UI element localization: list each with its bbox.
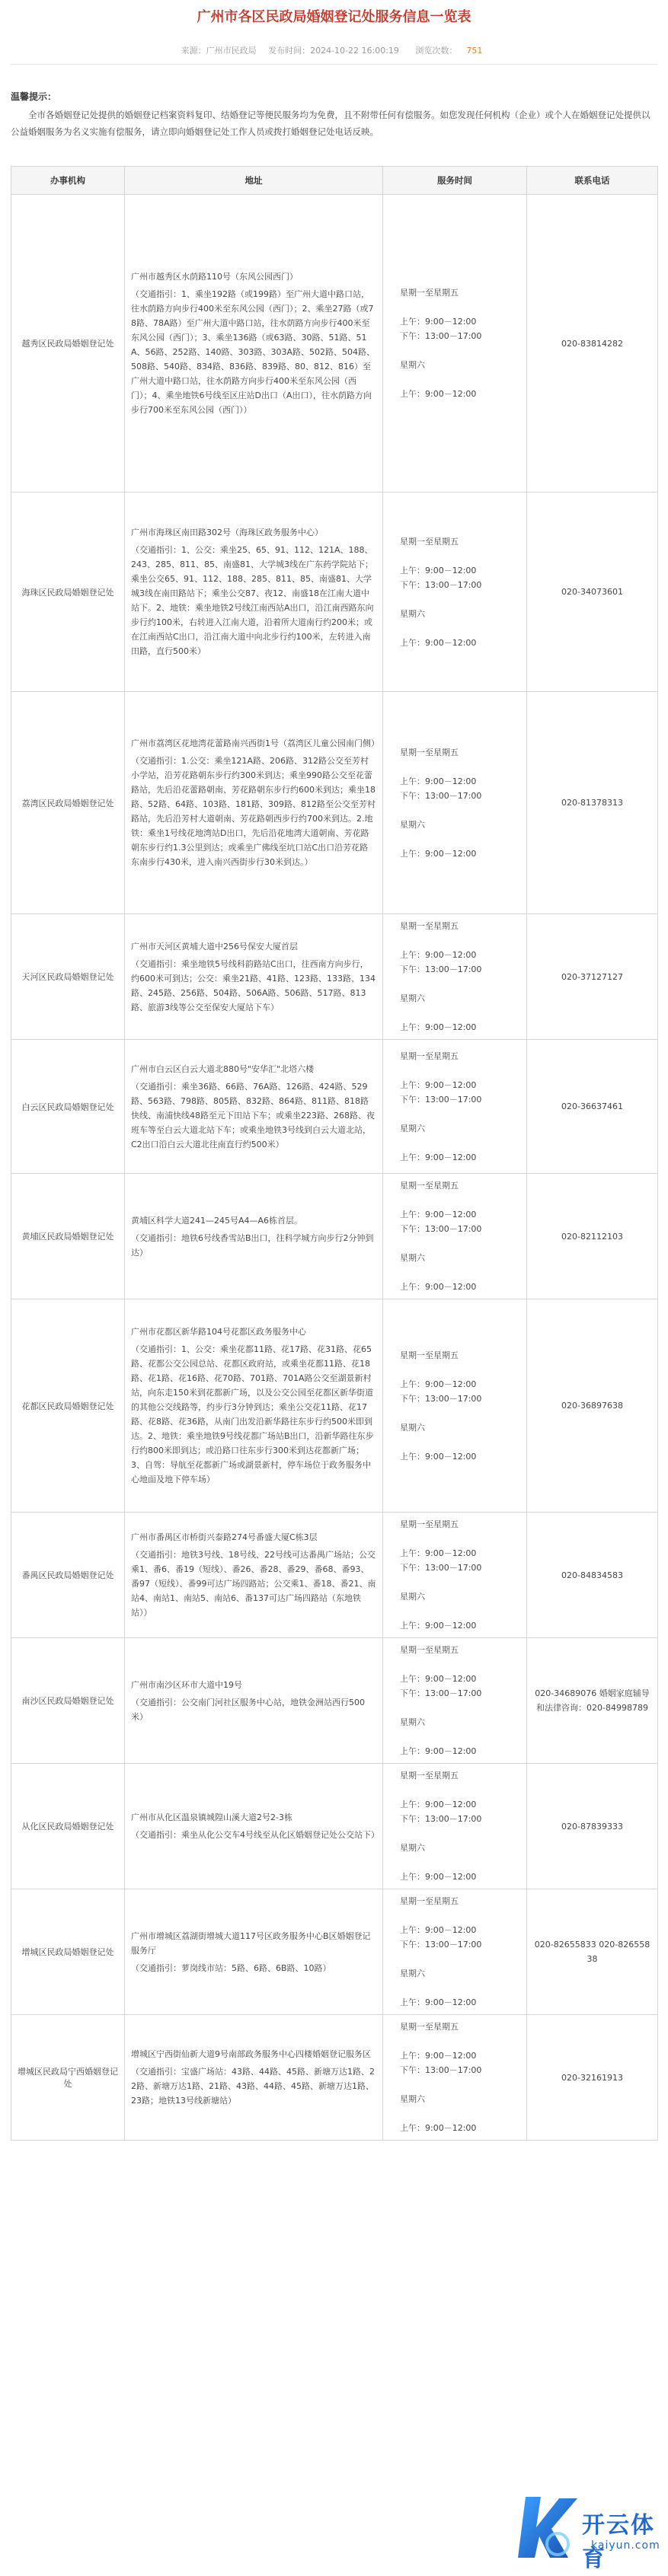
office-address — [125, 1764, 383, 1889]
hours-line: 星期六 — [400, 1592, 425, 1602]
phone-number: 020-84834583 — [527, 1513, 658, 1638]
table-row — [11, 692, 658, 914]
spacer — [400, 803, 520, 818]
site-watermark — [512, 2489, 664, 2572]
table-row — [11, 914, 658, 1040]
hours-line: 星期六 — [400, 1253, 425, 1263]
header-phone: 联系电话 — [527, 167, 658, 195]
office-address — [125, 914, 383, 1040]
address-line: 广州市海珠区南田路302号（海珠区政务服务中心） — [131, 528, 323, 537]
office-address — [125, 1889, 383, 2015]
hours-line: 上午：9:00－12:00 — [400, 1621, 477, 1631]
header-hours: 服务时间 — [383, 167, 527, 195]
transit-guide: （交通指引：1、公交：乘坐25、65、91、112、121A、188、243、285、811、85、南盛81、大学城3线在广东药学院站下；乘坐公交65、91、112、188、285、811、85、南盛81、大学城3线在南田路站下；乘坐公交87、夜12、南盛18在江南大道中站下。2、地铁：乘坐地铁2号线江南西站A出口，沿江南西路东向步行约100米，右转进入江南大道，沿着所大道南行约200米；或在江南西站C出口，沿江南大道中向北步行约100米，左转进入南田路，直行500米） — [131, 545, 374, 656]
table-row — [11, 2015, 658, 2141]
spacer — [400, 2106, 520, 2121]
hours-line: 下午：13:00－17:00 — [400, 1940, 482, 1950]
office-name: 荔湾区民政局婚姻登记处 — [11, 692, 125, 914]
spacer — [400, 621, 520, 636]
spacer — [400, 1952, 520, 1966]
transit-guide: （交通指引：地铁6号线香雪站B出口，往科学城方向步行2分钟到达） — [131, 1232, 374, 1258]
address-line: 广州市增城区荔湖街增城大道117号区政务服务中心B区婚姻登记服务厅 — [131, 1930, 371, 1956]
hours-line: 上午：9:00－12:00 — [400, 1282, 477, 1292]
service-hours — [383, 493, 527, 692]
brand-url: kaiyun.com — [591, 2539, 660, 2552]
spacer — [400, 1107, 520, 1121]
office-address — [125, 1513, 383, 1638]
hours-line: 星期一至星期五 — [400, 1645, 459, 1655]
hours-line: 下午：13:00－17:00 — [400, 1563, 482, 1573]
article-meta — [0, 44, 668, 56]
service-hours — [383, 2015, 527, 2141]
spacer — [400, 1575, 520, 1589]
spacer — [400, 1435, 520, 1449]
phone-number: 020-34689076 婚姻家庭辅导和法律咨询：020-84998789 — [527, 1638, 658, 1764]
phone-number: 020-82655833 020-82655838 — [527, 1889, 658, 2015]
address-line: 广州市从化区温泉镇城隍山溪大道2号2-3栋 — [131, 1812, 292, 1822]
page-title: 广州市各区民政局婚姻登记处服务信息一览表 — [197, 9, 471, 25]
hours-line: 上午：9:00－12:00 — [400, 1152, 477, 1162]
transit-guide: （交通指引：乘坐从化公交车4号线至从化区婚姻登记处公交站下） — [131, 1830, 379, 1840]
office-address — [125, 1299, 383, 1513]
office-name: 海珠区民政局婚姻登记处 — [11, 493, 125, 692]
spacer — [400, 933, 520, 948]
spacer — [400, 1730, 520, 1744]
hours-line: 星期六 — [400, 608, 425, 619]
service-hours — [383, 914, 527, 1040]
views-count: 751 — [466, 46, 483, 56]
hours-line: 星期一至星期五 — [400, 1050, 459, 1061]
hours-line: 星期一至星期五 — [400, 1519, 459, 1529]
hours-line: 上午：9:00－12:00 — [400, 1925, 477, 1935]
phone-number: 020-82112103 — [527, 1174, 658, 1299]
phone-number: 020-32161913 — [527, 2015, 658, 2141]
notice-body: 全市各婚姻登记处提供的婚姻登记档案资料复印、结婚登记等便民服务均为免费，且不附带任何有偿服务。如您发现任何机构（企业）或个人在婚姻登记处提供以公益婚姻服务为名义实施有偿服务，请立即向婚姻登记处工作人员或拨打婚姻登记处电话反映。 — [11, 110, 650, 137]
service-hours — [383, 195, 527, 493]
hours-line: 星期六 — [400, 1969, 425, 1978]
hours-line: 星期一至星期五 — [400, 1896, 459, 1906]
spacer — [400, 1136, 520, 1150]
hours-line: 星期六 — [400, 819, 425, 830]
service-hours — [383, 692, 527, 914]
hours-line: 下午：13:00－17:00 — [400, 2065, 482, 2075]
source-label: 来源：广州市民政局 — [181, 46, 257, 56]
transit-guide: （交通指引：1、公交：乘坐花都11路、花17路、花31路、花65路、花都公交公园总站、花都区政府站，或乘坐花都11路、花18路、花1路、花16路、花70路、701路、701A路公交至湖景新村站，向东走150米到花都新广场，以及公交公园至花都区新华街道的其他公交线路等，约步行3分钟到达；乘坐公交花11路、花17路、花8路、花36路，从南门出发沿新华路往东步行约500米即到达。2、地铁：乘坐地铁9号线花都广场站B出口，沿新华路往东步行约800米即到达；或沿路口往东步行300米到达花都新广场；3、自驾：导航至花都新广场或湖景新村，停车场位于政务服务中心地面及地下停车场） — [131, 1344, 374, 1484]
views-prefix: 浏览次数： — [415, 46, 458, 56]
office-name: 增城区民政局婚姻登记处 — [11, 1889, 125, 2015]
spacer — [400, 832, 520, 846]
views-info — [411, 46, 487, 56]
phone-number: 020-87839333 — [527, 1764, 658, 1889]
phone-number: 020-36897638 — [527, 1299, 658, 1513]
divider — [11, 64, 657, 65]
spacer — [400, 372, 520, 387]
transit-guide: （交通指引：宝盛广场站：43路、44路、45路、新塘万达1路、22路、新塘万达1路、21路、43路、44路、45路、新塘万达1路、23路；地铁13号线新塘站） — [131, 2067, 375, 2106]
phone-number: 020-37127127 — [527, 914, 658, 1040]
brand-logo-icon — [512, 2489, 582, 2565]
hours-line: 星期一至星期五 — [400, 536, 459, 547]
address-line: 广州市番禺区市桥街兴泰路274号番盛大厦C栋3层 — [131, 1532, 318, 1542]
hours-line: 星期一至星期五 — [400, 747, 459, 757]
address-line: 黄埔区科学大道241—245号A4—A6栋首层。 — [131, 1215, 303, 1226]
office-name: 白云区民政局婚姻登记处 — [11, 1040, 125, 1174]
hours-line: 上午：9:00－12:00 — [400, 1548, 477, 1558]
hours-line: 上午：9:00－12:00 — [400, 565, 477, 575]
address-line: 广州市越秀区水荫路110号（东风公园西门） — [131, 272, 298, 282]
hours-line: 下午：13:00－17:00 — [400, 1393, 482, 1404]
service-hours — [383, 1638, 527, 1764]
office-name: 南沙区民政局婚姻登记处 — [11, 1638, 125, 1764]
spacer — [400, 1236, 520, 1251]
transit-guide: （交通指引：1.公交：乘坐121A路、206路、312路公交至芳村小学站，沿芳花路朝东步行约300米到达；乘坐990路公交至花蕾路站，先后沿花蕾路朝南、芳花路朝东步行约600米到达；乘坐18路、52路、64路、103路、181路、309路、812路至公交至芳村路站，先后沿芳村大道朝南、芳花路朝西步行约700米到达。2.地铁：乘坐1号线花地湾站D出口，先后沿花地湾大道朝南、芳花路朝东步行约1.3公里到达；或乘坐广佛线至坑口站C出口沿芳花路东南步行430米，进入南兴西街步行30米到达。） — [131, 756, 376, 867]
hours-line: 上午：9:00－12:00 — [400, 848, 477, 859]
spacer — [400, 1265, 520, 1280]
address-line: 广州市南沙区环市大道中19号 — [131, 1679, 242, 1690]
hours-line: 上午：9:00－12:00 — [400, 1800, 477, 1809]
spacer — [400, 2034, 520, 2048]
table-row — [11, 1174, 658, 1299]
address-line: 广州市花都区新华路104号花都区政务服务中心 — [131, 1327, 306, 1337]
service-hours — [383, 1764, 527, 1889]
spacer — [400, 1855, 520, 1870]
hours-line: 上午：9:00－12:00 — [400, 1746, 477, 1756]
spacer — [400, 1604, 520, 1618]
office-name: 增城区民政局宁西婚姻登记处 — [11, 2015, 125, 2141]
transit-guide: （交通指引：公交南门河社区服务中心站，地铁金洲站西行500米） — [131, 1697, 365, 1722]
hours-line: 下午：13:00－17:00 — [400, 1094, 482, 1105]
table-row — [11, 1299, 658, 1513]
hours-line: 上午：9:00－12:00 — [400, 1674, 477, 1684]
spacer — [400, 1363, 520, 1377]
table-row — [11, 1638, 658, 1764]
registry-table — [11, 166, 658, 2141]
published-label: 发布时间：2024-10-22 16:00:19 — [268, 46, 399, 56]
spacer — [400, 1657, 520, 1672]
table-header-row — [11, 167, 658, 195]
hours-line: 星期六 — [400, 1717, 425, 1727]
hours-line: 下午：13:00－17:00 — [400, 331, 482, 341]
office-name: 花都区民政局婚姻登记处 — [11, 1299, 125, 1513]
address-line: 广州市白云区白云大道北880号"安华汇"北塔六楼 — [131, 1063, 315, 1074]
hours-line: 下午：13:00－17:00 — [400, 1688, 482, 1698]
transit-guide: （交通指引：1、乘坐192路（或199路）至广州大道中路口站，往水荫路方向步行400米至东风公园（西门）；2、乘坐27路（或78路、78A路）至广州大道中路口站，往水荫路方向步行400米至东风公园（西门）；3、乘坐136路（或63路、30路、51路、51A、56路、252路、140路、303路、303A路、502路、504路、508路、540路、834路、836路、839路、80、812、816）至广州大道中路口站，往水荫路方向步行400米至东风公园（西门）；4、乘坐地铁6号线至区庄站D出口（A出口），往水荫路方向步行700米至东风公园（西门）） — [131, 289, 376, 415]
hours-line: 下午：13:00－17:00 — [400, 579, 482, 590]
hours-line: 上午：9:00－12:00 — [400, 1210, 477, 1219]
hours-line: 下午：13:00－17:00 — [400, 1814, 482, 1824]
hours-line: 上午：9:00－12:00 — [400, 950, 477, 960]
transit-guide: （交通指引：萝岗线市站：5路、6路、6B路、10路） — [131, 1962, 331, 1973]
service-hours — [383, 1174, 527, 1299]
transit-guide: （交通指引：乘坐地铁5号线科韵路站C出口，往西南方向步行，约600米可到达；公交：乘坐21路、41路、123路、133路、134路、245路、256路、504路、506A路、506路、517路、813路、旅游3线等公交至保安大厦站下车） — [131, 958, 376, 1012]
table-row — [11, 1889, 658, 2015]
spacer — [400, 592, 520, 607]
hours-line: 上午：9:00－12:00 — [400, 1451, 477, 1462]
hours-line: 星期一至星期五 — [400, 921, 459, 931]
office-address — [125, 1174, 383, 1299]
spacer — [400, 1193, 520, 1207]
spacer — [400, 1006, 520, 1020]
header-office: 办事机构 — [11, 167, 125, 195]
hours-line: 星期一至星期五 — [400, 2022, 459, 2032]
hours-line: 上午：9:00－12:00 — [400, 776, 477, 786]
office-address — [125, 1040, 383, 1174]
table-row — [11, 1513, 658, 1638]
hours-line: 上午：9:00－12:00 — [400, 389, 477, 399]
brand-name: 开云体育 — [582, 2512, 655, 2572]
hours-line: 上午：9:00－12:00 — [400, 1872, 477, 1882]
table-row — [11, 1040, 658, 1174]
spacer — [400, 1908, 520, 1923]
hours-line: 上午：9:00－12:00 — [400, 2123, 477, 2133]
spacer — [400, 1701, 520, 1715]
hours-line: 星期六 — [400, 1843, 425, 1853]
office-name: 天河区民政局婚姻登记处 — [11, 914, 125, 1040]
service-hours — [383, 1040, 527, 1174]
spacer — [400, 1783, 520, 1797]
hours-line: 星期六 — [400, 1123, 425, 1133]
notice-heading: 温馨提示： — [11, 91, 57, 102]
spacer — [400, 343, 520, 358]
hours-line: 星期一至星期五 — [400, 1350, 459, 1360]
service-hours — [383, 1889, 527, 2015]
office-address — [125, 195, 383, 493]
transit-guide: （交通指引：乘坐36路、66路、76A路、126路、424路、529路、563路、798路、805路、832路、864路、811路、818路快线、南浦快线48路至元下田站下车；或乘坐223路、268路、夜班车等至白云大道北站下车；或乘坐地铁3号线到白云大道北站，C2出口沿白云大道北往南直行约500米） — [131, 1081, 375, 1149]
address-line: 增城区宁西街仙新大道9号南部政务服务中心四楼婚姻登记服务区 — [131, 2049, 371, 2059]
spacer — [400, 300, 520, 314]
spacer — [400, 1826, 520, 1841]
spacer — [400, 977, 520, 991]
hours-line: 下午：13:00－17:00 — [400, 790, 482, 801]
table-row — [11, 493, 658, 692]
office-address — [125, 692, 383, 914]
spacer — [400, 1406, 520, 1420]
hours-line: 上午：9:00－12:00 — [400, 1997, 477, 2007]
office-name: 越秀区民政局婚姻登记处 — [11, 195, 125, 493]
spacer — [400, 1981, 520, 1995]
hours-line: 星期一至星期五 — [400, 288, 459, 298]
hours-line: 星期六 — [400, 360, 425, 370]
office-name: 黄埔区民政局婚姻登记处 — [11, 1174, 125, 1299]
table-row — [11, 195, 658, 493]
phone-number: 020-83814282 — [527, 195, 658, 493]
phone-number: 020-36637461 — [527, 1040, 658, 1174]
spacer — [400, 1532, 520, 1546]
service-hours — [383, 1513, 527, 1638]
hours-line: 上午：9:00－12:00 — [400, 317, 477, 327]
hours-line: 上午：9:00－12:00 — [400, 637, 477, 648]
hours-line: 上午：9:00－12:00 — [400, 1022, 477, 1032]
spacer — [400, 549, 520, 563]
office-address — [125, 1638, 383, 1764]
hours-line: 星期六 — [400, 1422, 425, 1433]
office-name: 从化区民政局婚姻登记处 — [11, 1764, 125, 1889]
spacer — [400, 1063, 520, 1078]
hours-line: 上午：9:00－12:00 — [400, 2051, 477, 2061]
office-name: 番禺区民政局婚姻登记处 — [11, 1513, 125, 1638]
office-address — [125, 2015, 383, 2141]
hours-line: 星期六 — [400, 993, 425, 1003]
table-row — [11, 1764, 658, 1889]
phone-number: 020-81378313 — [527, 692, 658, 914]
address-line: 广州市天河区黄埔大道中256号保安大厦首层 — [131, 941, 298, 952]
hours-line: 星期一至星期五 — [400, 1771, 459, 1781]
office-address — [125, 493, 383, 692]
header-address: 地址 — [125, 167, 383, 195]
service-hours — [383, 1299, 527, 1513]
hours-line: 上午：9:00－12:00 — [400, 1079, 477, 1090]
spacer — [400, 760, 520, 774]
transit-guide: （交通指引：地铁3号线、18号线、22号线可达番禺广场站；公交乘1、番6、番19（短线）、番26、番28、番29、番68、番93、番97（短线）、番99可达广场四路站；公交乘1、番18、番21、南站4、南站1、南站5、南站6、番137可达广场四路站（东地铁站）） — [131, 1550, 376, 1618]
hours-line: 下午：13:00－17:00 — [400, 1224, 482, 1234]
spacer — [400, 2077, 520, 2092]
hours-line: 星期一至星期五 — [400, 1181, 459, 1191]
hours-line: 上午：9:00－12:00 — [400, 1379, 477, 1389]
hours-line: 星期六 — [400, 2094, 425, 2104]
hours-line: 下午：13:00－17:00 — [400, 964, 482, 974]
address-line: 广州市荔湾区花地湾花蕾路南兴西街1号（荔湾区儿童公园南门侧） — [131, 738, 379, 748]
phone-number: 020-34073601 — [527, 493, 658, 692]
